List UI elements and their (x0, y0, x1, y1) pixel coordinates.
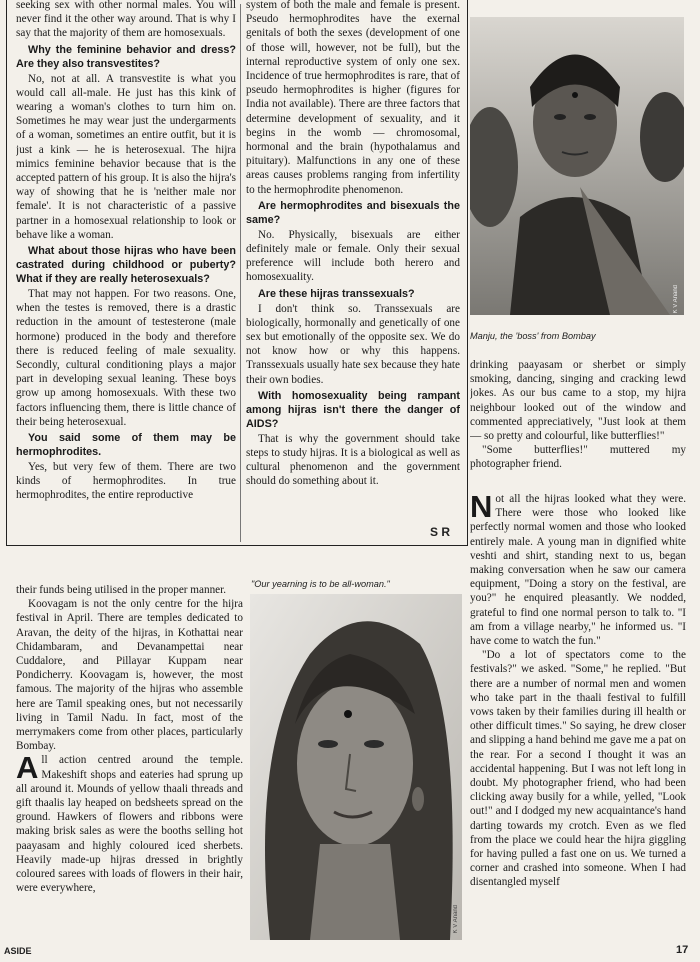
photo-manju-caption: Manju, the 'boss' from Bombay (470, 331, 596, 341)
photo-woman-image (250, 594, 462, 940)
paragraph: That may not happen. For two reasons. One, when the testes is removed, there is a drastic reduction in the amount of testesterone (male hormone) produced in the body and therefore there is reduced feeling of male sexuality. Secondly, cultural conditioning plays a major part in developing sexual leaning. These boys grow up among homosexuals. With these two factors influencing them, there is little chance of their being heterosexual. (16, 288, 236, 428)
paragraph: That is why the government should take steps to study hijras. It is a biological as well as cultural phenomenon and the government should do something about it. (246, 432, 460, 488)
paragraph: drinking paayasam or sherbet or simply smoking, dancing, singing and cracking lewd jokes. As our bus came to a stop, my hijra neighbour looked out of the window and commented appreciatively, "Just look at them — so pretty and colourful, like butterflies!" (470, 359, 686, 443)
paragraph: Yes, but very few of them. There are two kinds of hermophrodites. In true hermophrodites, the entire reproductive (16, 461, 236, 502)
photo-woman-caption: "Our yearning is to be all-woman." (251, 579, 390, 589)
box-bottom-border (6, 545, 468, 546)
interview-column-1 (16, 0, 236, 543)
left-lower-para2: Koovagam is not the only centre for the hijra festival in April. There are temples dedicated to Aravan, the deity of the hijras, in Kothattai near Chidambaram, and Devanampettai near Cuddalore, and Pillayar Kuppam near Pondicherry. Koovagam is, however, the most famous. The majority of the hijras who assemble here are Tamil speaking ones, but not necessarily living in Tamil Nadu. In fact, most of the merrymakers come from other places, particularly Bombay. (16, 598, 243, 753)
box-right-border (467, 0, 468, 546)
paragraph: system of both the male and female is present. Pseudo hermophrodites have the exernal genitals of both the sexes (development of one of those will, however, not be full), but the internal reproductive system of only one sex. Incidence of true hermophrodites is rare, that of pseudo hermophrodites is higher (figures for India not available). There are three factors that determine development of sexuality, and it begins in the womb — chromosomal, hormonal and the brain (hypothalamus and pituitary). Malfunctions in any one of these areas causes problems ranging from infertility to the hermophrodite phenomenon. (246, 0, 460, 196)
paragraph: seeking sex with other normal males. You will never find it the other way around. That is why I say that the majority of them are homosexuals. (16, 0, 236, 40)
left-lower-column (16, 583, 243, 943)
interview-question: What about those hijras who have been castrated during childhood or puberty? What if they are really heterosexuals? (16, 245, 236, 286)
paragraph: ot all the hijras looked what they were. There were those who looked like perfectly normal women and those who looked entirely male. A young man in dignified white veshti and shirt, standing next to us, began making conversation when he saw our camera equipment, "Doing a story on the festival, are you?" he enquired pleasantly. We nodded, grateful to find one normal person to talk to. "I am from a village nearby," he informed us. "I have come to watch the fun." (470, 493, 686, 648)
box-top-left-border (6, 0, 7, 545)
interview-question: Why the feminine behavior and dress? Are they also transvestites? (16, 43, 236, 70)
dropcap-n: N (470, 492, 493, 524)
interview-question: You said some of them may be hermophrodites. (16, 432, 236, 459)
paragraph: No. Physically, bisexuals are either definitely male or female. Only their sexual preference will include both herero and homosexuality. (246, 228, 460, 284)
interview-question: With homosexuality being rampant among hijras isn't there the danger of AIDS? (246, 389, 460, 430)
paragraph: I don't think so. Transsexuals are biologically, hormonally and genetically of one sex but emotionally of the opposite sex. We do not know how or why this happens. Transsexuals usually hate sex because they hate their own bodies. (246, 302, 460, 386)
photo-manju-image (470, 17, 684, 315)
left-lower-intro: their funds being utilised in the proper manner. (16, 584, 227, 596)
interview-question: Are hermophrodites and bisexuals the same? (246, 199, 460, 226)
paragraph: "Do a lot of spectators come to the festivals?" we asked. "Some," he replied. "But there are a number of normal men and women who take part in the thaali festival to fulfill vows taken by their families during ill health or other difficult times." So saying, he drew closer and slipping a hand behind me gave me a pat on the rear. For a second I thought it was an accidental happening. But I was not left long in doubt. My photographer friend, who had been clicking away busily for a while, yelled, "Look out!" and I dodged my new acquaintance's hand darting towards my crotch. Even as we fled from the place we could hear the hijra giggling for having pulled a fast one on us. We turned a corner and crashed into someone. When I had disentangled myself (470, 649, 686, 889)
left-lower-para3: All action centred around the temple. Makeshift shops and eateries had sprung up all around it. Mounds of yellow thaali threads and gift thaalis lay heaped on bedsheets spread on the ground. Hawkers of flowers and ribbons were making brisk sales as were the booths selling hot paayasam and highly coloured iced sherbets. Heavily made-up hijras dressed in brightly coloured sarees with loads of flowers in their hair, were everywhere, (16, 750, 243, 895)
page-number: 17 (676, 944, 689, 956)
photo-woman-credit: K V Anand (453, 905, 459, 934)
interview-column-2 (246, 0, 460, 523)
photo-manju-credit: K V Anand (673, 285, 679, 314)
paragraph: "Some butterflies!" muttered my photographer friend. (470, 444, 686, 471)
photo-woman (250, 594, 462, 940)
column-rule (240, 4, 241, 542)
photo-manju (470, 17, 684, 315)
interview-question: Are these hijras transsexuals? (258, 287, 415, 300)
right-column-upper (470, 358, 686, 493)
dropcap-a: A (16, 750, 39, 786)
interview-signature: S R (430, 525, 451, 539)
right-column-main (470, 492, 686, 942)
paragraph: No, not at all. A transvestite is what you would call all-male. He just has this kink of wearing a woman's clothes to turn him on. Sometimes he may wear just the undergarments of a woman, sometimes an entire outfit, but it is just a kink — he is heterosexual. The hijra mimics feminine behavior because that is the accepted pattern of his group. It is also the hijra's way of showing that he is 'neither male nor female'. It is not characteristic of a passive partner in a homosexual relationship to look or behave like a woman. (16, 72, 236, 241)
footer-magazine-name: ASIDE (4, 946, 32, 956)
